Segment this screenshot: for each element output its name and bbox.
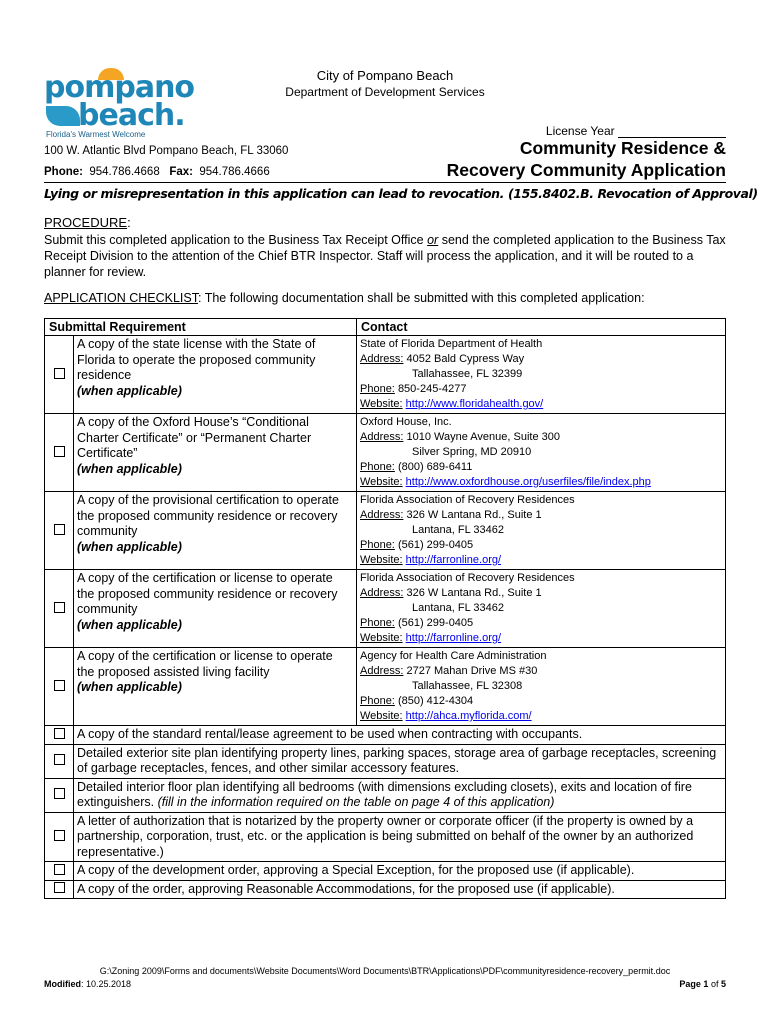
checkbox-cell [45, 812, 74, 862]
license-year-label: License Year [545, 124, 615, 138]
checkbox-cell [45, 744, 74, 778]
table-header-row [45, 319, 726, 336]
checkbox-cell [45, 492, 74, 570]
requirement-text: A copy of the Oxford House’s “Conditional Charter Certificate” or “Permanent Charter Certificate” [77, 415, 312, 460]
checkbox-cell [45, 778, 74, 812]
logo-line1: pompano [44, 70, 195, 105]
table-row [45, 492, 726, 570]
checkbox[interactable] [54, 830, 65, 841]
contact-org: Agency for Health Care Administration [360, 650, 547, 662]
requirement-text: A copy of the certification or license to operate the proposed assisted living facility [77, 649, 333, 679]
checkbox-cell [45, 862, 74, 881]
when-applicable: (when applicable) [77, 617, 182, 632]
checkbox[interactable] [54, 368, 65, 379]
footer-modified: Modified: 10.25.2018 [44, 979, 132, 989]
license-year-field[interactable] [618, 126, 726, 138]
contact-city: Silver Spring, MD 20910 [412, 446, 532, 458]
contact-website: Website: http://www.oxfordhouse.org/userfiles/file/index.php [360, 476, 651, 488]
checkbox[interactable] [54, 524, 65, 535]
requirement-cell [74, 414, 357, 492]
floor-plan-item: Detailed interior floor plan identifying all bedrooms (with dimensions excluding closets), exits and location of fire extinguishers. (fill in the information required on the table on page 4 of this application) [74, 778, 726, 812]
contact-city: Tallahassee, FL 32399 [412, 368, 523, 380]
table-row [45, 812, 726, 862]
wave-icon [46, 106, 80, 126]
requirement-cell [74, 492, 357, 570]
office-address: 100 W. Atlantic Blvd Pompano Beach, FL 33060 [44, 145, 289, 157]
contact-org: Oxford House, Inc. [360, 416, 452, 428]
checkbox[interactable] [54, 680, 65, 691]
requirement-cell [74, 570, 357, 648]
contact-website: Website: http://www.floridahealth.gov/ [360, 398, 544, 410]
header-divider [44, 182, 726, 183]
table-row [45, 880, 726, 899]
revocation-warning: Lying or misrepresentation in this application can lead to revocation. (155.8402.B. Revocation of Approval) [44, 186, 758, 201]
checkbox[interactable] [54, 602, 65, 613]
when-applicable: (when applicable) [77, 680, 182, 694]
contact-cell [357, 570, 726, 648]
development-order-item: A copy of the development order, approving a Special Exception, for the proposed use (if applicable). [74, 862, 726, 881]
checkbox[interactable] [54, 446, 65, 457]
table-row [45, 570, 726, 648]
contact-org: Florida Association of Recovery Residences [360, 494, 575, 506]
contact-org: State of Florida Department of Health [360, 338, 543, 350]
when-applicable: (when applicable) [77, 383, 182, 398]
checkbox[interactable] [54, 788, 65, 799]
phone-label: Phone: [44, 166, 83, 178]
contact-org: Florida Association of Recovery Residences [360, 572, 575, 584]
authorization-letter-item: A letter of authorization that is notarized by the property owner or corporate officer (if the property is owned by a partnership, corporation, trust, etc. or the application is being submitted on behalf of the owner by an authorized representative.) [74, 812, 726, 862]
table-row [45, 648, 726, 726]
contact-cell [357, 414, 726, 492]
website-link[interactable]: http://farronline.org/ [405, 632, 502, 644]
contact-phone: Phone: (561) 299-0405 [360, 539, 474, 551]
checkbox[interactable] [54, 728, 65, 739]
title-line1: Community Residence & [519, 138, 726, 158]
logo-line2: beach. [78, 98, 185, 133]
checkbox-cell [45, 648, 74, 726]
checklist-table [44, 318, 726, 899]
table-row [45, 862, 726, 881]
reasonable-accommodation-item: A copy of the order, approving Reasonable Accommodations, for the proposed use (if applicable). [74, 880, 726, 899]
city-name: City of Pompano Beach [316, 68, 454, 83]
site-plan-item: Detailed exterior site plan identifying property lines, parking spaces, storage area of garbage receptacles, screening of garbage receptacles, fences, and other similar accessory features. [74, 744, 726, 778]
website-link[interactable]: http://farronline.org/ [405, 554, 502, 566]
contact-address: Address: 4052 Bald Cypress Way [360, 353, 525, 365]
contact-phone: Phone: 850-245-4277 [360, 383, 467, 395]
website-link[interactable]: http://www.oxfordhouse.org/userfiles/file/index.php [405, 476, 651, 488]
website-link[interactable]: http://ahca.myflorida.com/ [405, 710, 532, 722]
checkbox-cell [45, 336, 74, 414]
col-requirement: Submittal Requirement [45, 319, 357, 336]
contact-phone: Phone: (561) 299-0405 [360, 617, 474, 629]
table-row [45, 726, 726, 745]
website-link[interactable]: http://www.floridahealth.gov/ [405, 398, 544, 410]
contact-address: Address: 2727 Mahan Drive MS #30 [360, 665, 538, 677]
contact-address: Address: 326 W Lantana Rd., Suite 1 [360, 587, 542, 599]
footer-path: G:\Zoning 2009\Forms and documents\Website Documents\Word Documents\BTR\Applications\PDF\communityresidence-recovery_permit.doc [99, 966, 671, 976]
phone-number: 954.786.4668 [89, 166, 160, 178]
requirement-cell [74, 648, 357, 726]
table-row [45, 744, 726, 778]
table-row [45, 778, 726, 812]
requirement-text: A copy of the state license with the State of Florida to operate the proposed community residence [77, 337, 316, 382]
contact-cell [357, 336, 726, 414]
contact-phone: Phone: (850) 412-4304 [360, 695, 474, 707]
checkbox[interactable] [54, 754, 65, 765]
contact-city: Lantana, FL 33462 [412, 524, 504, 536]
when-applicable: (when applicable) [77, 461, 182, 476]
requirement-text: A copy of the certification or license to operate the proposed community residence or recovery community [77, 571, 338, 616]
when-applicable: (when applicable) [77, 539, 182, 554]
checkbox-cell [45, 414, 74, 492]
table-row [45, 336, 726, 414]
contact-cell [357, 648, 726, 726]
checkbox[interactable] [54, 864, 65, 875]
footer-page: Page 1 of 5 [679, 979, 726, 989]
checkbox-cell [45, 880, 74, 899]
checklist-heading: APPLICATION CHECKLIST: The following documentation shall be submitted with this completed application: [44, 291, 645, 305]
contact-city: Lantana, FL 33462 [412, 602, 504, 614]
contact-address: Address: 1010 Wayne Avenue, Suite 300 [360, 431, 560, 443]
contact-cell [357, 492, 726, 570]
requirement-cell [74, 336, 357, 414]
phone-fax [44, 166, 270, 178]
fax-number: 954.786.4666 [199, 166, 270, 178]
procedure-heading: PROCEDURE: [44, 215, 131, 230]
checkbox-cell [45, 726, 74, 745]
checkbox-cell [45, 570, 74, 648]
procedure-text: Submit this completed application to the Business Tax Receipt Office or send the completed application to the Business Tax Receipt Division to the attention of the Chief BTR Inspector. Staff will process the application, and it will be routed to a planner for review. [44, 233, 726, 279]
requirement-text: A copy of the provisional certification to operate the proposed community residence or recovery community [77, 493, 339, 538]
contact-city: Tallahassee, FL 32308 [412, 680, 523, 692]
contact-address: Address: 326 W Lantana Rd., Suite 1 [360, 509, 542, 521]
checkbox[interactable] [54, 882, 65, 893]
rental-agreement-item: A copy of the standard rental/lease agreement to be used when contracting with occupants. [74, 726, 726, 745]
license-year [546, 124, 726, 138]
contact-website: Website: http://farronline.org/ [360, 632, 502, 644]
contact-website: Website: http://ahca.myflorida.com/ [360, 710, 532, 722]
title-line2: Recovery Community Application [446, 160, 726, 180]
table-row [45, 414, 726, 492]
contact-website: Website: http://farronline.org/ [360, 554, 502, 566]
fax-label: Fax: [169, 166, 193, 178]
contact-phone: Phone: (800) 689-6411 [360, 461, 473, 473]
department-name: Department of Development Services [285, 85, 485, 99]
col-contact: Contact [357, 319, 726, 336]
logo-tagline: Florida's Warmest Welcome [46, 130, 146, 139]
